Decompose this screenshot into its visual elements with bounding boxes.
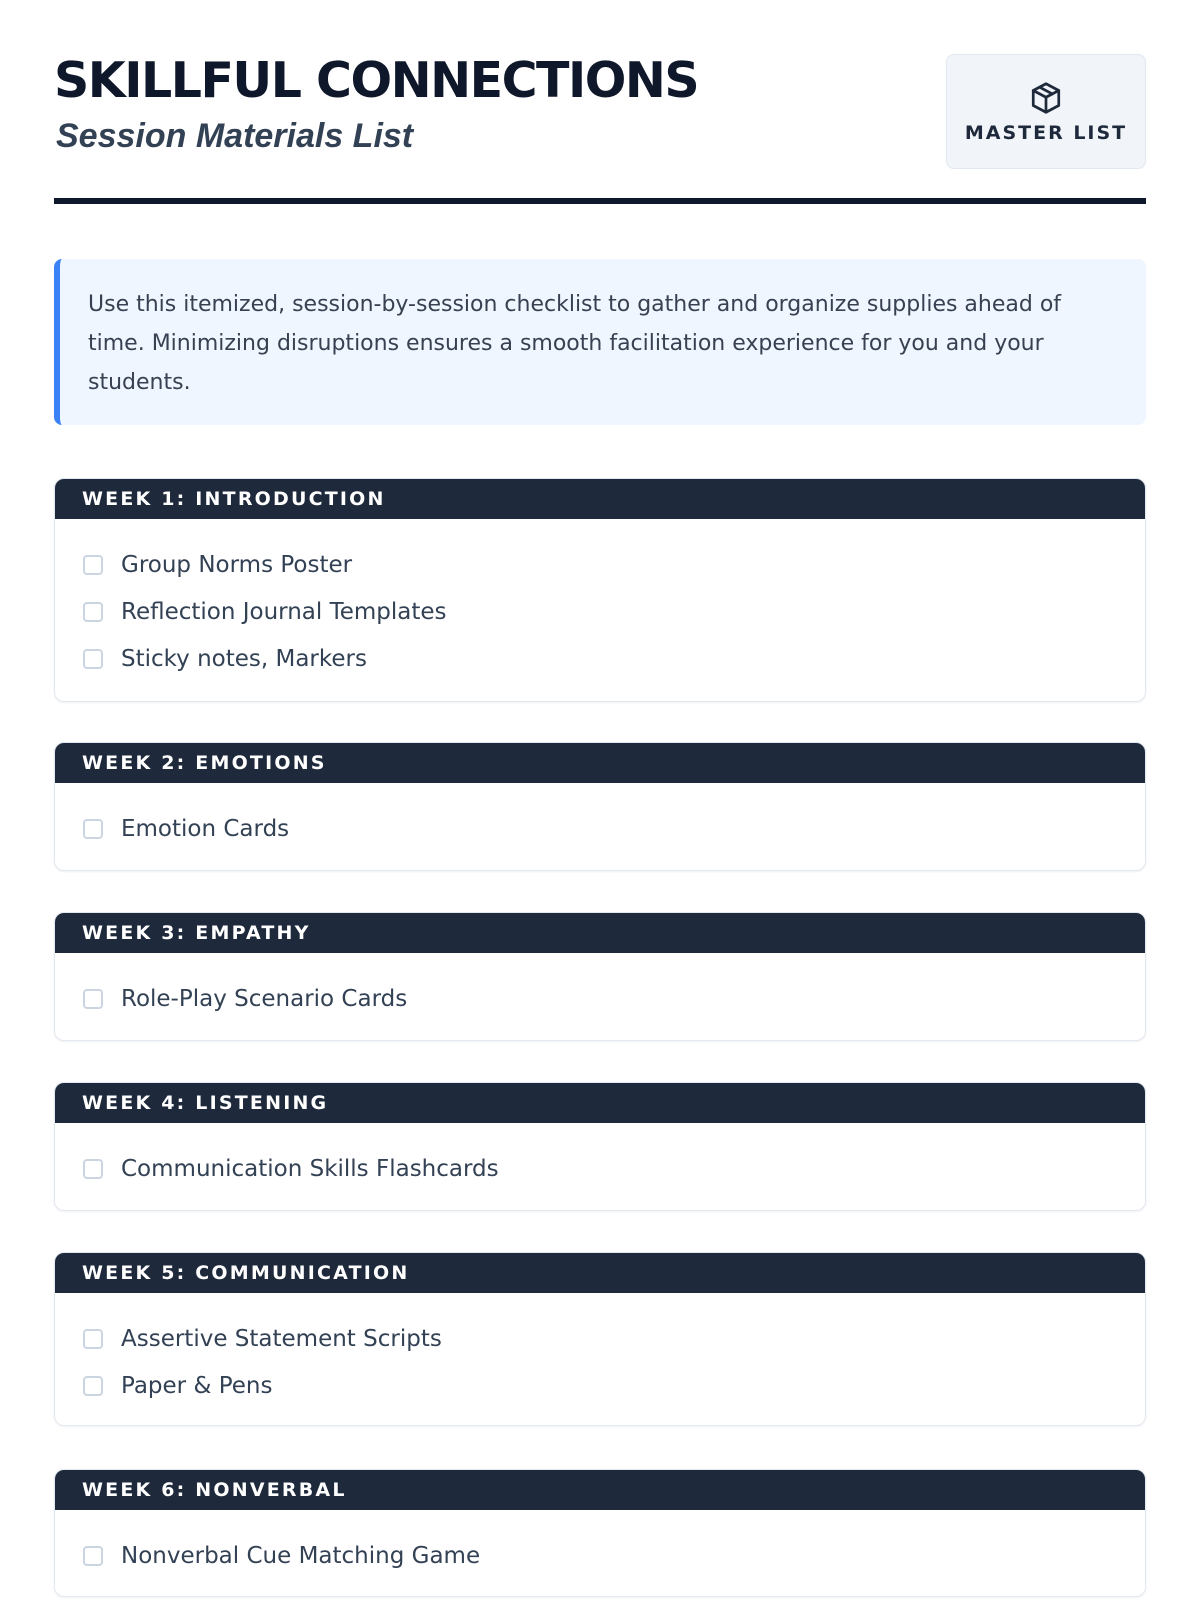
item-checkbox[interactable]: [83, 1329, 103, 1349]
checklist: [55, 1510, 1145, 1579]
list-item: [83, 588, 1145, 635]
week-card-2: [54, 742, 1146, 871]
list-item: [83, 1362, 1145, 1409]
item-label: Sticky notes, Markers: [121, 645, 367, 672]
page-header: [54, 0, 1146, 204]
item-label: Assertive Statement Scripts: [121, 1325, 442, 1352]
item-label: Group Norms Poster: [121, 551, 353, 578]
item-checkbox[interactable]: [83, 602, 103, 622]
item-label: Reflection Journal Templates: [121, 598, 447, 625]
item-label: Paper & Pens: [121, 1372, 273, 1399]
checklist: [55, 1123, 1145, 1192]
checklist: [55, 519, 1145, 682]
item-label: Nonverbal Cue Matching Game: [121, 1542, 481, 1569]
week-header: WEEK 3: EMPATHY: [55, 913, 1145, 953]
week-card-5: [54, 1252, 1146, 1426]
checklist: [55, 783, 1145, 852]
box-icon: [1028, 80, 1064, 116]
list-item: [83, 541, 1145, 588]
list-item: [83, 975, 1145, 1022]
item-checkbox[interactable]: [83, 819, 103, 839]
week-header: WEEK 5: COMMUNICATION: [55, 1253, 1145, 1293]
week-card-6: [54, 1469, 1146, 1597]
list-item: [83, 805, 1145, 852]
list-item: [83, 635, 1145, 682]
item-checkbox[interactable]: [83, 989, 103, 1009]
week-header: WEEK 1: INTRODUCTION: [55, 479, 1145, 519]
week-header: WEEK 6: NONVERBAL: [55, 1470, 1145, 1510]
item-checkbox[interactable]: [83, 555, 103, 575]
checklist: [55, 953, 1145, 1022]
item-label: Emotion Cards: [121, 815, 290, 842]
week-card-4: [54, 1082, 1146, 1211]
header-divider: [54, 198, 1146, 204]
list-item: [83, 1145, 1145, 1192]
page-subtitle: Session Materials List: [56, 117, 414, 155]
item-checkbox[interactable]: [83, 1546, 103, 1566]
week-card-3: [54, 912, 1146, 1041]
intro-callout: Use this itemized, session-by-session checklist to gather and organize supplies ahead of time. Minimizing disruptions ensures a smooth facilitation experience for you and your students.: [54, 259, 1146, 425]
list-item: [83, 1315, 1145, 1362]
item-checkbox[interactable]: [83, 649, 103, 669]
item-label: Role-Play Scenario Cards: [121, 985, 408, 1012]
item-checkbox[interactable]: [83, 1159, 103, 1179]
item-label: Communication Skills Flashcards: [121, 1155, 499, 1182]
list-item: [83, 1532, 1145, 1579]
master-list-label: MASTER LIST: [964, 121, 1128, 144]
checklist: [55, 1293, 1145, 1409]
master-list-button[interactable]: [946, 54, 1146, 169]
item-checkbox[interactable]: [83, 1376, 103, 1396]
week-header: WEEK 4: LISTENING: [55, 1083, 1145, 1123]
week-card-1: [54, 478, 1146, 702]
page-title: SKILLFUL CONNECTIONS: [54, 52, 699, 109]
week-header: WEEK 2: EMOTIONS: [55, 743, 1145, 783]
